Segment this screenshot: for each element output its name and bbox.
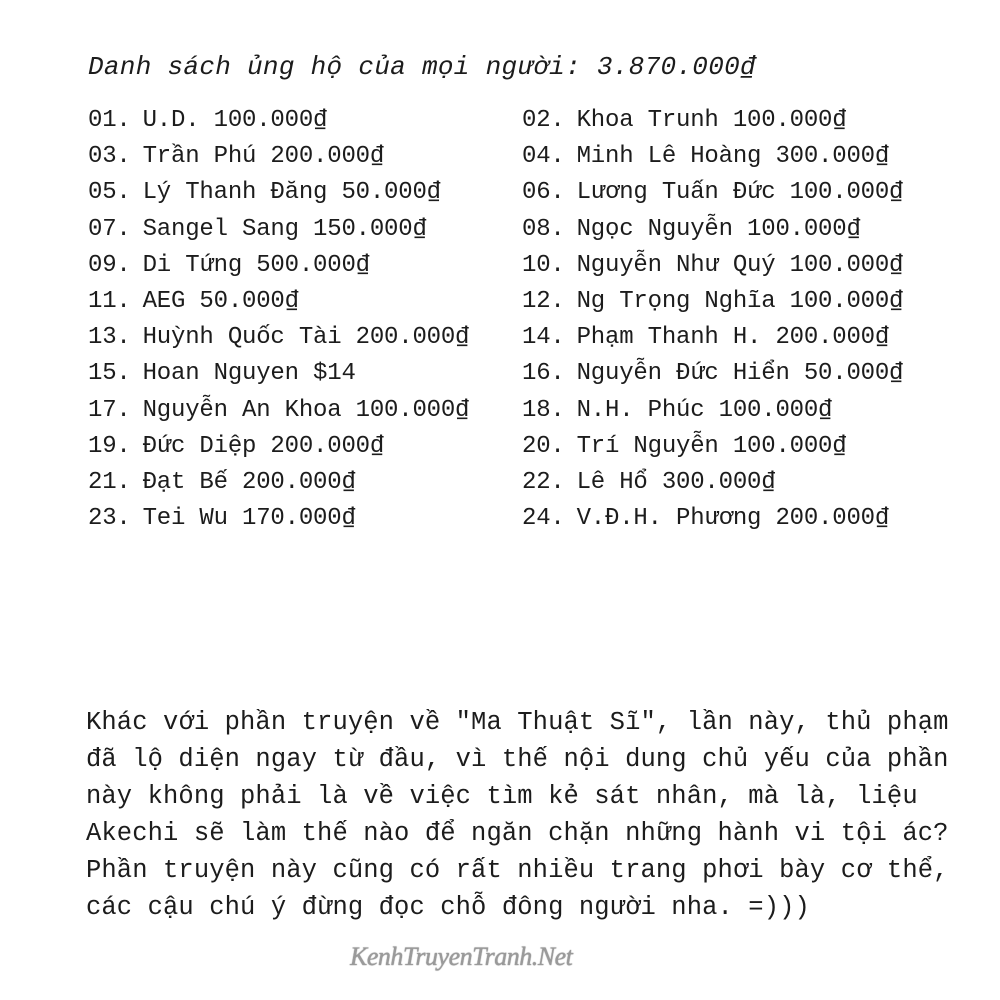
donor-number: 16. <box>522 360 565 388</box>
donor-entry: Lê Hổ 300.000₫ <box>576 468 776 496</box>
donor-item <box>522 284 903 320</box>
donor-entry: Nguyễn Đức Hiển 50.000₫ <box>576 360 904 388</box>
donor-number: 12. <box>522 287 565 315</box>
donor-entry: Nguyễn Như Quý 100.000₫ <box>576 251 904 279</box>
donor-item <box>88 465 469 501</box>
donor-number: 02. <box>522 107 565 134</box>
donor-item <box>88 139 469 175</box>
donor-entry: Minh Lê Hoàng 300.000₫ <box>576 143 890 171</box>
donor-item <box>522 356 903 392</box>
donor-entry: Trí Nguyễn 100.000₫ <box>576 432 847 460</box>
donor-item <box>522 393 903 429</box>
donor-entry: Di Tứng 500.000₫ <box>142 251 370 279</box>
donor-number: 17. <box>88 396 131 424</box>
donor-number: 01. <box>88 107 131 134</box>
donor-number: 05. <box>88 179 131 207</box>
donor-entry: Lương Tuấn Đức 100.000₫ <box>576 179 904 207</box>
donor-item <box>522 320 903 356</box>
donor-entry: Ng Trọng Nghĩa 100.000₫ <box>576 287 904 315</box>
site-watermark: KenhTruyenTranh.Net <box>350 942 573 971</box>
donor-item <box>88 320 469 356</box>
donor-entry: Đạt Bế 200.000₫ <box>142 468 356 496</box>
donor-item <box>88 175 469 211</box>
donor-number: 13. <box>88 324 131 352</box>
donor-item <box>88 393 469 429</box>
donor-entry: Huỳnh Quốc Tài 200.000₫ <box>142 324 470 352</box>
donor-number: 18. <box>522 396 565 424</box>
donor-number: 11. <box>88 287 131 315</box>
donor-number: 08. <box>522 215 565 243</box>
donor-item <box>522 429 903 465</box>
donor-number: 20. <box>522 432 565 460</box>
donor-entry: Hoan Nguyen $14 <box>142 360 356 388</box>
donor-item <box>522 465 903 501</box>
donor-number: 14. <box>522 324 565 352</box>
donor-number: 24. <box>522 505 565 533</box>
donor-number: 07. <box>88 215 131 243</box>
donor-item <box>88 212 469 248</box>
donor-item <box>88 501 469 537</box>
donor-list-left <box>88 103 469 537</box>
donor-entry: Sangel Sang 150.000₫ <box>142 215 427 243</box>
donor-number: 19. <box>88 432 131 460</box>
donor-entry: V.Đ.H. Phương 200.000₫ <box>576 505 890 533</box>
note-line: đã lộ diện ngay từ đầu, vì thế nội dung chủ yếu của phần <box>86 745 949 774</box>
donor-item <box>522 139 903 175</box>
donor-item <box>522 248 903 284</box>
note-line: này không phải là về việc tìm kẻ sát nhân, mà là, liệu <box>86 782 918 811</box>
donor-item <box>522 501 903 537</box>
donor-item <box>88 284 469 320</box>
donor-number: 04. <box>522 143 565 171</box>
donor-number: 09. <box>88 251 131 279</box>
donor-item <box>88 356 469 392</box>
donor-entry: Phạm Thanh H. 200.000₫ <box>576 324 890 352</box>
donor-number: 22. <box>522 468 565 496</box>
donor-entry: Đức Diệp 200.000₫ <box>142 432 385 460</box>
note-line: Akechi sẽ làm thế nào để ngăn chặn những hành vi tội ác? <box>86 819 949 848</box>
translator-note <box>86 704 949 926</box>
donor-entry: Nguyễn An Khoa 100.000₫ <box>142 396 470 424</box>
donor-entry: U.D. 100.000₫ <box>142 107 328 134</box>
donor-number: 21. <box>88 468 131 496</box>
page-title: Danh sách ủng hộ của mọi người: 3.870.000₫ <box>88 52 756 82</box>
donor-item <box>522 175 903 211</box>
donor-number: 06. <box>522 179 565 207</box>
donor-item <box>88 248 469 284</box>
donor-entry: N.H. Phúc 100.000₫ <box>576 396 833 424</box>
donor-entry: Lý Thanh Đăng 50.000₫ <box>142 179 441 207</box>
donor-entry: Ngọc Nguyễn 100.000₫ <box>576 215 861 243</box>
donor-entry: Tei Wu 170.000₫ <box>142 505 356 533</box>
note-line: Khác với phần truyện về "Ma Thuật Sĩ", lần này, thủ phạm <box>86 708 949 737</box>
donor-item <box>522 212 903 248</box>
note-line: Phần truyện này cũng có rất nhiều trang phơi bày cơ thể, <box>86 856 949 885</box>
donor-entry: Trần Phú 200.000₫ <box>142 143 385 171</box>
donor-entry: Khoa Trunh 100.000₫ <box>576 107 847 134</box>
donor-item <box>88 429 469 465</box>
donor-number: 10. <box>522 251 565 279</box>
donor-number: 03. <box>88 143 131 171</box>
note-line: các cậu chú ý đừng đọc chỗ đông người nha. =))) <box>86 893 810 922</box>
donor-number: 23. <box>88 505 131 533</box>
donor-item <box>88 103 469 139</box>
donor-item <box>522 103 903 139</box>
donor-number: 15. <box>88 360 131 388</box>
donor-entry: AEG 50.000₫ <box>142 287 299 315</box>
donor-list-right <box>522 103 903 537</box>
